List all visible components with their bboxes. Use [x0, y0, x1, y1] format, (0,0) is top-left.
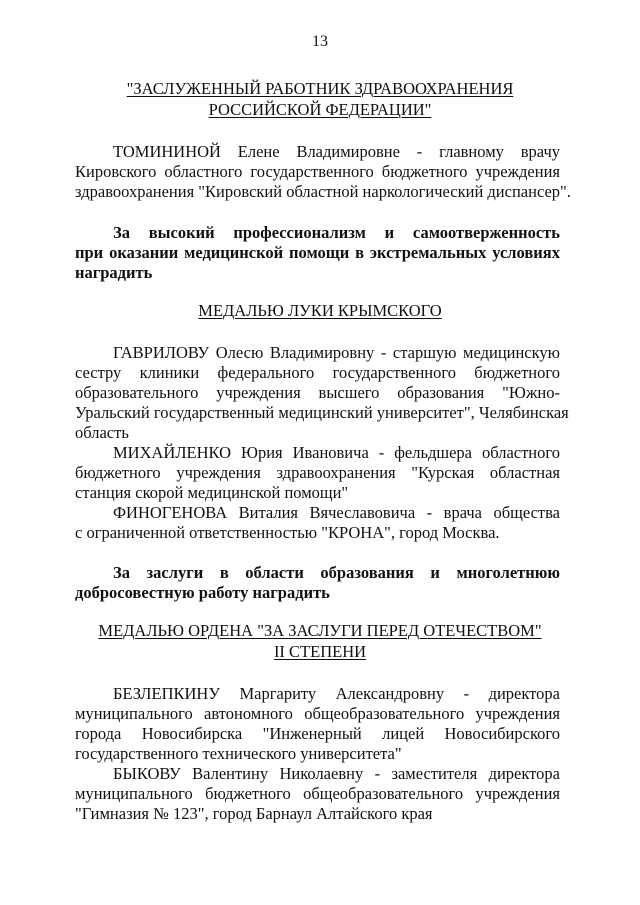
- award-statement-line: при оказании медицинской помощи в экстремальных условиях: [75, 243, 560, 262]
- recipient-line: здравоохранения "Кировский областной наркологический диспансер".: [75, 182, 571, 201]
- recipient-line: города Новосибирска "Инженерный лицей Новосибирского: [75, 724, 560, 743]
- recipient-line: ГАВРИЛОВУ Олесю Владимировну - старшую медицинскую: [113, 343, 560, 362]
- recipient-line: БЫКОВУ Валентину Николаевну - заместителя директора: [113, 764, 560, 783]
- medal-title-line1: МЕДАЛЬЮ ОРДЕНА "ЗА ЗАСЛУГИ ПЕРЕД ОТЕЧЕСТВОМ": [98, 621, 542, 640]
- medal-title-line2: II СТЕПЕНИ: [273, 642, 367, 661]
- award-statement-line: наградить: [75, 263, 153, 282]
- recipient-line: область: [75, 423, 129, 442]
- award-title-line1: "ЗАСЛУЖЕННЫЙ РАБОТНИК ЗДРАВООХРАНЕНИЯ: [126, 79, 514, 98]
- page-number: 13: [312, 33, 328, 50]
- recipient-line: муниципального автономного общеобразовательного учреждения: [75, 704, 560, 723]
- recipient-line: государственного технического университета": [75, 744, 402, 763]
- award-statement-line: За заслуги в области образования и многолетнюю: [113, 563, 560, 582]
- medal-title: МЕДАЛЬЮ ЛУКИ КРЫМСКОГО: [198, 301, 442, 320]
- recipient-line: бюджетного учреждения здравоохранения "Курская областная: [75, 463, 560, 482]
- recipient-line: "Гимназия № 123", город Барнаул Алтайского края: [75, 804, 433, 823]
- recipient-line: Кировского областного государственного бюджетного учреждения: [75, 162, 560, 181]
- recipient-line: БЕЗЛЕПКИНУ Маргариту Александровну - директора: [113, 684, 560, 703]
- recipient-line: ТОМИНИНОЙ Елене Владимировне - главному врачу: [113, 142, 560, 161]
- recipient-line: ФИНОГЕНОВА Виталия Вячеславовича - врача общества: [113, 503, 560, 522]
- recipient-line: сестру клиники федерального государственного бюджетного: [75, 363, 560, 382]
- recipient-line: с ограниченной ответственностью "КРОНА", город Москва.: [75, 523, 500, 542]
- award-statement-line: добросовестную работу наградить: [75, 583, 330, 602]
- recipient-line: Уральский государственный медицинский университет", Челябинская: [75, 403, 569, 422]
- recipient-line: образовательного учреждения высшего образования "Южно-: [75, 383, 560, 402]
- recipient-line: муниципального бюджетного общеобразовательного учреждения: [75, 784, 560, 803]
- award-title-line2: РОССИЙСКОЙ ФЕДЕРАЦИИ": [208, 100, 432, 119]
- award-statement-line: За высокий профессионализм и самоотверженность: [113, 223, 560, 242]
- recipient-line: МИХАЙЛЕНКО Юрия Ивановича - фельдшера областного: [113, 443, 560, 462]
- recipient-line: станция скорой медицинской помощи": [75, 483, 349, 502]
